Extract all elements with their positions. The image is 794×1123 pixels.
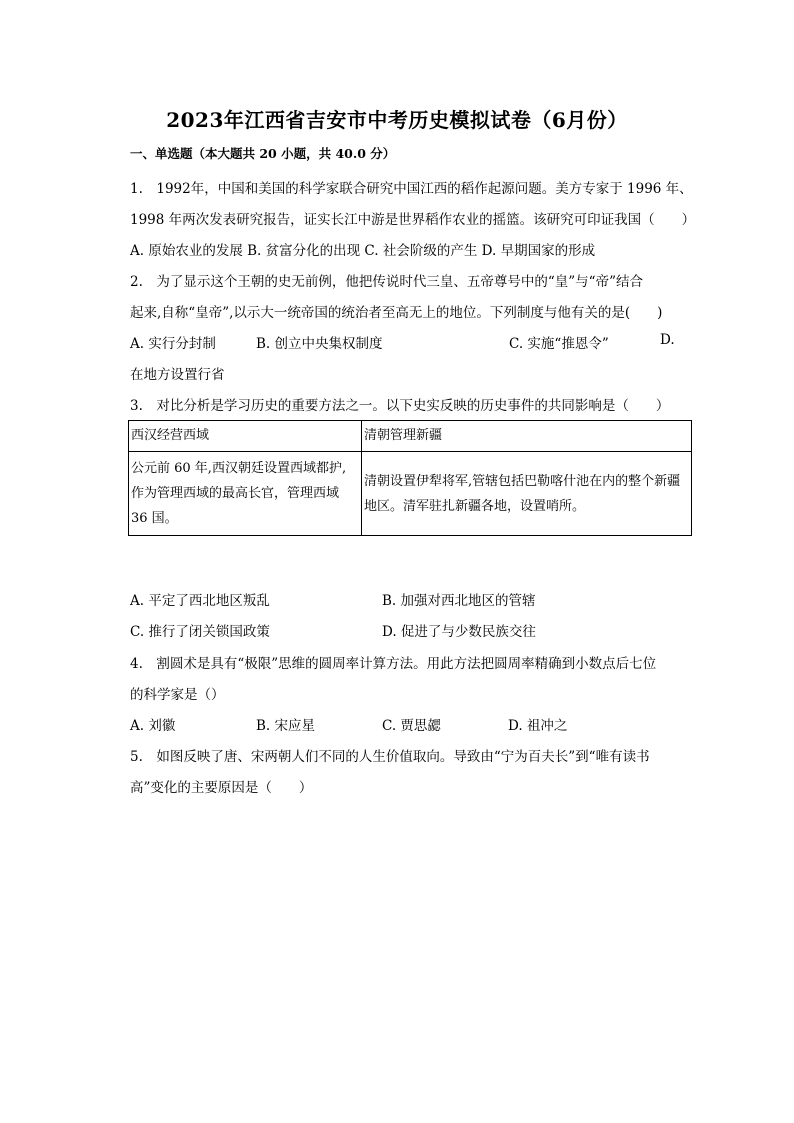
q4-stem-line1: 4. 割圆术是具有“极限”思维的圆周率计算方法。用此方法把圆周率精确到小数点后七位 bbox=[130, 656, 657, 672]
q4-option-c: C. 贾思勰 bbox=[382, 718, 441, 734]
table-header-row bbox=[129, 421, 692, 452]
q4-option-a: A. 刘徽 bbox=[130, 718, 176, 734]
q2-option-d-label: D. bbox=[660, 332, 675, 348]
q3-option-b: B. 加强对西北地区的管辖 bbox=[382, 593, 536, 609]
table-cell: 公元前 60 年,西汉朝廷设置西域都护,作为管理西域的最高长官，管理西域 36 国。 bbox=[129, 452, 362, 536]
page-title: 2023年江西省吉安市中考历史模拟试卷（6月份） bbox=[166, 108, 628, 132]
q2-stem-line1: 2. 为了显示这个王朝的史无前例，他把传说时代三皇、五帝尊号中的“皇”与“帝”结合 bbox=[130, 274, 643, 290]
q5-stem-line2: 高”变化的主要原因是（ ） bbox=[130, 780, 313, 796]
table-header-cell: 清朝管理新疆 bbox=[362, 421, 692, 452]
q2-option-d-text: 在地方设置行省 bbox=[130, 367, 225, 383]
section-heading: 一、单选题（本大题共 20 小题，共 40.0 分） bbox=[130, 146, 396, 161]
q2-stem-line2: 起来,自称“皇帝”,以示大一统帝国的统治者至高无上的地位。下列制度与他有关的是( ) bbox=[130, 305, 663, 321]
q4-stem-line2: 的科学家是（） bbox=[130, 687, 225, 703]
q3-option-c: C. 推行了闭关锁国政策 bbox=[130, 624, 270, 640]
q2-option-b: B. 创立中央集权制度 bbox=[256, 336, 383, 352]
q3-stem: 3. 对比分析是学习历史的重要方法之一。以下史实反映的历史事件的共同影响是（ ） bbox=[130, 398, 670, 414]
q3-option-d: D. 促进了与少数民族交往 bbox=[382, 624, 536, 640]
table-row bbox=[129, 452, 692, 536]
q1-stem-line2: 1998 年两次发表研究报告，证实长江中游是世界稻作农业的摇篮。该研究可印证我国（ ） bbox=[130, 212, 696, 228]
q1-stem-line1: 1. 1992年，中国和美国的科学家联合研究中国江西的稻作起源问题。美方专家于 1996 年、 bbox=[130, 181, 693, 197]
table-header-cell: 西汉经营西域 bbox=[129, 421, 362, 452]
q3-comparison-table bbox=[128, 420, 692, 536]
q4-option-d: D. 祖冲之 bbox=[508, 718, 568, 734]
q4-option-b: B. 宋应星 bbox=[256, 718, 316, 734]
q2-option-c: C. 实施“推恩令” bbox=[509, 336, 609, 352]
q3-option-a: A. 平定了西北地区叛乱 bbox=[130, 593, 270, 609]
q1-options: A. 原始农业的发展 B. 贫富分化的出现 C. 社会阶级的产生 D. 早期国家的形成 bbox=[130, 243, 596, 259]
table-cell: 清朝设置伊犁将军,管辖包括巴勒喀什池在内的整个新疆地区。清军驻扎新疆各地，设置哨所。 bbox=[362, 452, 692, 536]
q5-stem-line1: 5. 如图反映了唐、宋两朝人们不同的人生价值取向。导致由“宁为百夫长”到“唯有读书 bbox=[130, 749, 650, 765]
q2-option-a: A. 实行分封制 bbox=[130, 336, 216, 352]
